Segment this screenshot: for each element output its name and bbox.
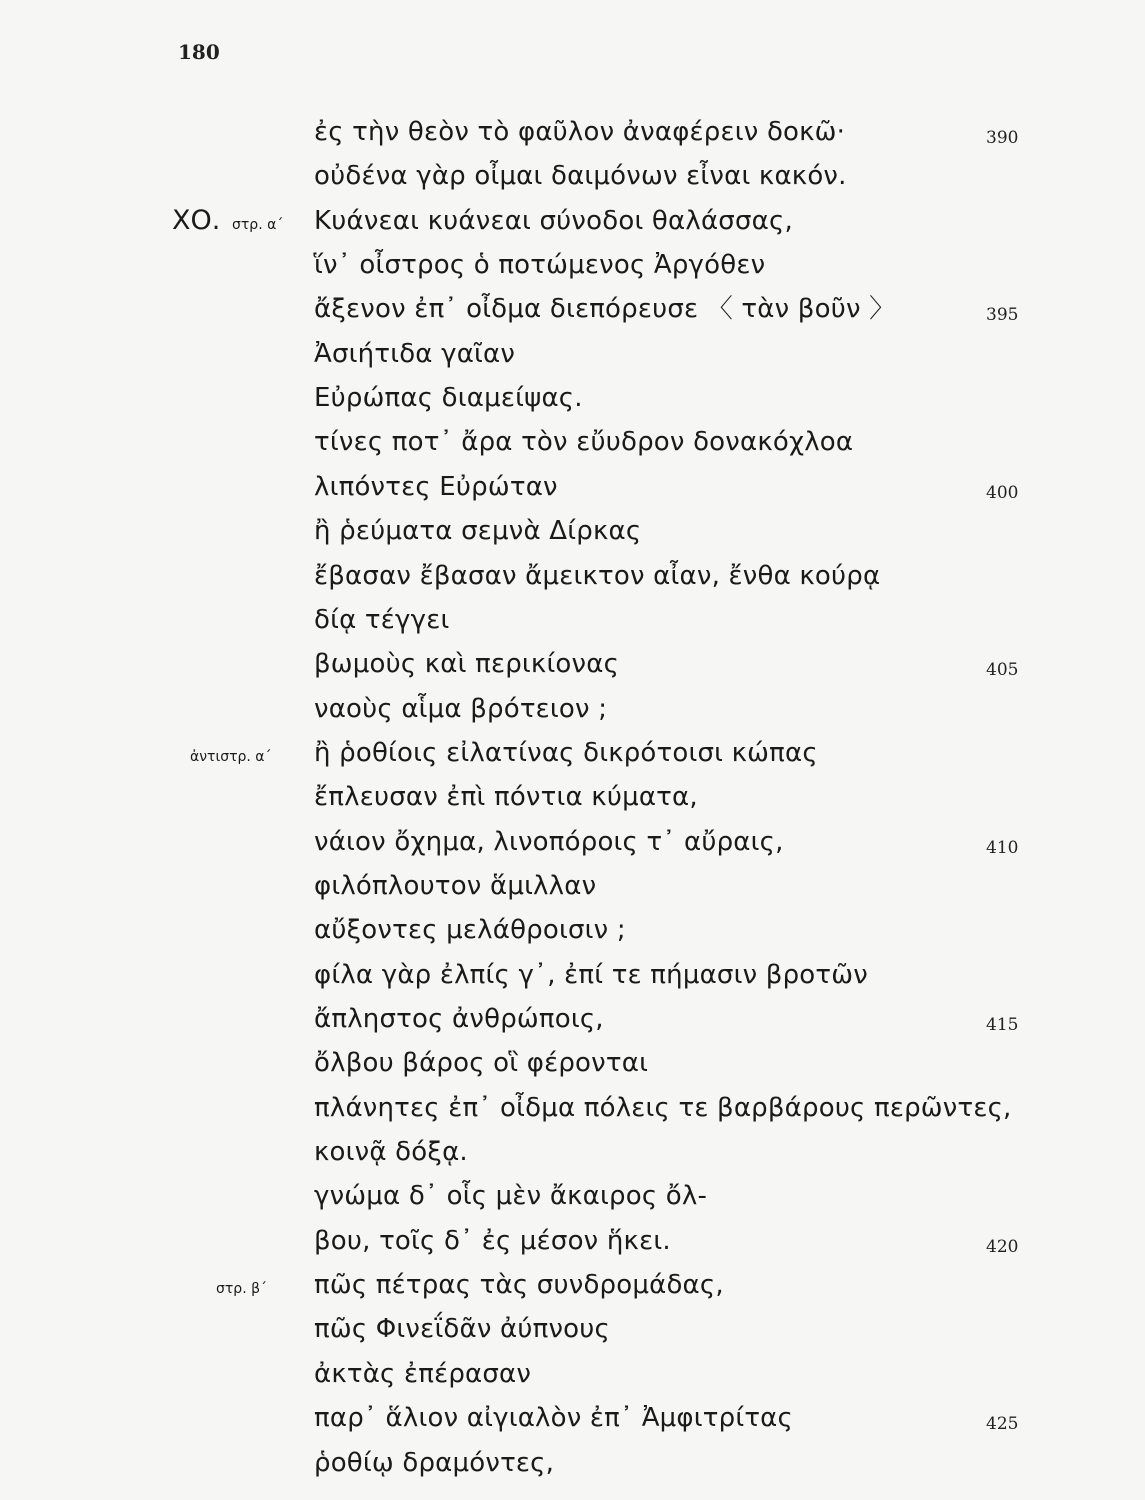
verse-line-text: ἄπληστος ἀνθρώποις, [314, 1004, 604, 1034]
verse-line-text: Ἀσιήτιδα γαῖαν [314, 339, 516, 369]
verse-line [0, 1001, 1145, 1045]
verse-line [0, 868, 1145, 912]
verse-line-text: τίνες ποτ᾽ ἄρα τὸν εὔυδρον δονακόχλοα [314, 427, 854, 457]
verse-line-text: βωμοὺς καὶ περικίονας [314, 649, 620, 679]
verse-line [0, 291, 1145, 335]
verse-line-text: ἵν᾽ οἶστρος ὁ ποτώμενος Ἀργόθεν [314, 250, 766, 280]
verse-line [0, 735, 1145, 779]
verse-line-text: ναοὺς αἷμα βρότειον ; [314, 694, 608, 724]
verse-line [0, 1356, 1145, 1400]
verse-line-text: Κυάνεαι κυάνεαι σύνοδοι θαλάσσας, [314, 206, 793, 236]
verse-line [0, 957, 1145, 1001]
verse-line [0, 691, 1145, 735]
verse-line-text: βου, τοῖς δ᾽ ἐς μέσον ἥκει. [314, 1226, 671, 1256]
line-number: 415 [986, 1015, 1019, 1035]
verse-line-text: ὄλβου βάρος οἳ φέρονται [314, 1048, 649, 1078]
verse-line-text: ῥοθίῳ δραμόντες, [314, 1448, 555, 1478]
verse-line [0, 203, 1145, 247]
verse-line [0, 469, 1145, 513]
verse-line-text: ἢ ῥεύματα σεμνὰ Δίρκας [314, 516, 642, 546]
verse-line-text: λιπόντες Εὐρώταν [314, 472, 558, 502]
verse-line-text: οὐδένα γὰρ οἶμαι δαιμόνων εἶναι κακόν. [314, 161, 847, 191]
line-number: 395 [986, 305, 1019, 325]
verse-line-text: κοινᾷ δόξᾳ. [314, 1137, 468, 1167]
verse-line-text: φίλα γὰρ ἐλπίς γ᾽, ἐπί τε πήμασιν βροτῶν [314, 960, 868, 990]
verse-line [0, 336, 1145, 380]
verse-line-text: δίᾳ τέγγει [314, 605, 450, 635]
verse-line [0, 912, 1145, 956]
line-number: 390 [986, 128, 1019, 148]
strophe-marker: στρ. β΄ [216, 1281, 268, 1297]
verse-line-text: ἐς τὴν θεὸν τὸ φαῦλον ἀναφέρειν δοκῶ· [314, 117, 846, 147]
line-number: 400 [986, 483, 1019, 503]
verse-line [0, 247, 1145, 291]
verse-line-text: ἢ ῥοθίοις εἰλατίνας δικρότοισι κώπας [314, 738, 818, 768]
verse-line [0, 1400, 1145, 1444]
verse-line [0, 1178, 1145, 1222]
verse-line [0, 602, 1145, 646]
verse-line [0, 646, 1145, 690]
verse-line-text: ἔπλευσαν ἐπὶ πόντια κύματα, [314, 782, 698, 812]
verse-line-text: ἔβασαν ἔβασαν ἄμεικτον αἶαν, ἔνθα κούρᾳ [314, 561, 881, 591]
verse-line [0, 824, 1145, 868]
verse-line [0, 1445, 1145, 1489]
verse-line [0, 424, 1145, 468]
line-number: 425 [986, 1414, 1019, 1434]
verse-line-text: γνώμα δ᾽ οἷς μὲν ἄκαιρος ὄλ- [314, 1181, 708, 1211]
line-number: 410 [986, 838, 1019, 858]
verse-line-text: φιλόπλουτον ἅμιλλαν [314, 871, 597, 901]
verse-line [0, 1045, 1145, 1089]
strophe-marker: στρ. α΄ [232, 217, 284, 233]
verse-line-text: παρ᾽ ἅλιον αἰγιαλὸν ἐπ᾽ Ἀμφιτρίτας [314, 1403, 793, 1433]
speaker-label: ΧΟ. [172, 205, 221, 236]
page-number: 180 [178, 40, 220, 64]
line-number: 420 [986, 1237, 1019, 1257]
verse-line-text: πῶς Φινεΐδᾶν ἀύπνους [314, 1314, 610, 1344]
verse-line [0, 1311, 1145, 1355]
verse-line [0, 558, 1145, 602]
verse-line-text: πῶς πέτρας τὰς συνδρομάδας, [314, 1270, 724, 1300]
verse-line-text: πλάνητες ἐπ᾽ οἶδμα πόλεις τε βαρβάρους περῶντες, [314, 1093, 1012, 1123]
verse-line-text: νάιον ὄχημα, λινοπόροις τ᾽ αὔραις, [314, 827, 784, 857]
verse-line [0, 779, 1145, 823]
verse-line [0, 513, 1145, 557]
antistrophe-marker: ἀντιστρ. α΄ [190, 749, 272, 765]
verse-line [0, 1090, 1145, 1134]
line-number: 405 [986, 660, 1019, 680]
verse-line-text: αὔξοντες μελάθροισιν ; [314, 915, 626, 945]
verse-line [0, 380, 1145, 424]
verse-line [0, 1223, 1145, 1267]
verse-line-text: ἄξενον ἐπ᾽ οἶδμα διεπόρευσε 〈 τὰν βοῦν 〉 [314, 294, 896, 324]
verse-line [0, 1267, 1145, 1311]
verse-line [0, 1134, 1145, 1178]
verse-line [0, 158, 1145, 202]
verse-line-text: Εὐρώπας διαμείψας. [314, 383, 583, 413]
verse-line-text: ἀκτὰς ἐπέρασαν [314, 1359, 532, 1389]
verse-line [0, 114, 1145, 158]
